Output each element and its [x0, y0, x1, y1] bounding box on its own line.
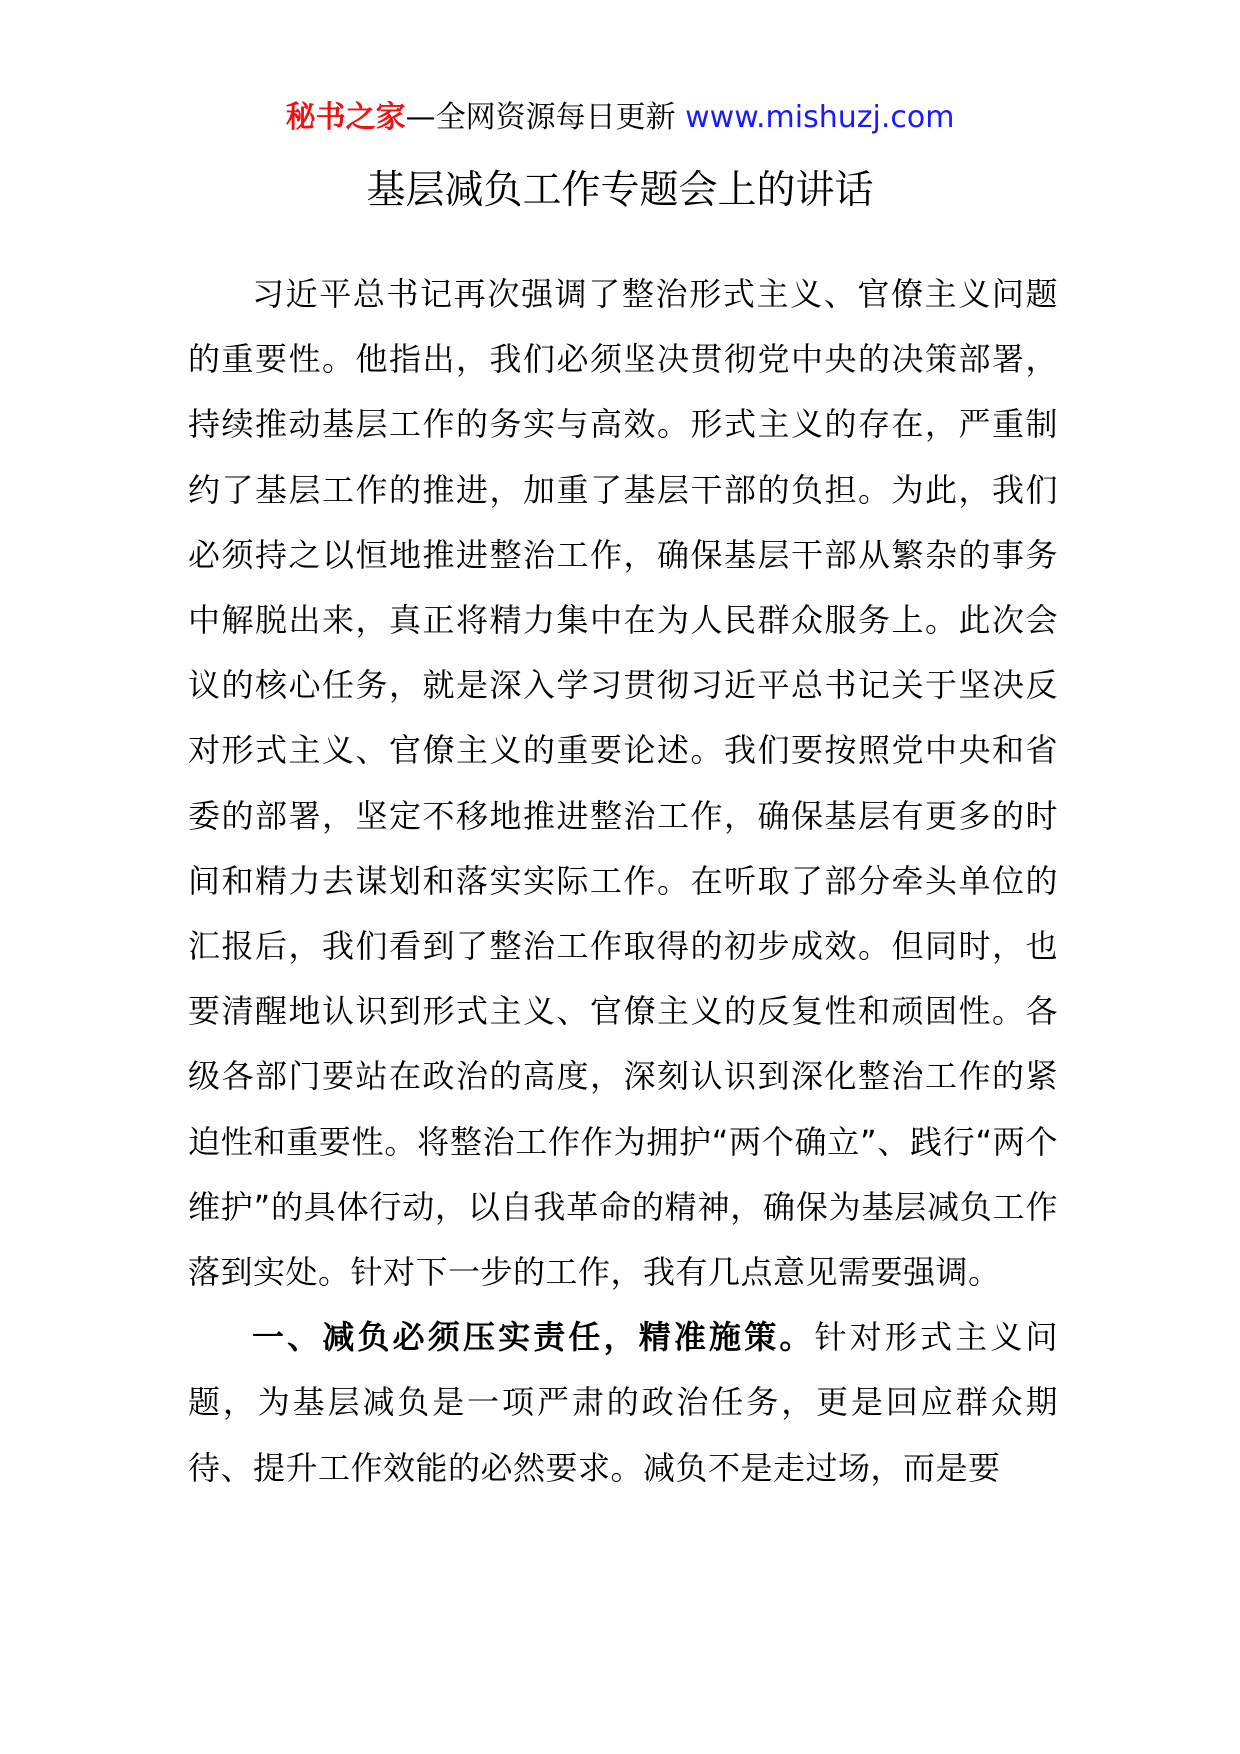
site-url-link[interactable]: www.mishuzj.com — [685, 100, 955, 135]
document-body — [188, 262, 1058, 1501]
site-header — [0, 96, 1240, 140]
header-slogan: —全网资源每日更新 — [405, 100, 686, 135]
section-heading: 一、减负必须压实责任，精准施策。 — [252, 1318, 815, 1357]
paragraph-intro: 习近平总书记再次强调了整治形式主义、官僚主义问题的重要性。他指出，我们必须坚决贯彻党中央的决策部署，持续推动基层工作的务实与高效。形式主义的存在，严重制约了基层工作的推进，加重了基层干部的负担。为此，我们必须持之以恒地推进整治工作，确保基层干部从繁杂的事务中解脱出来，真正将精力集中在为人民群众服务上。此次会议的核心任务，就是深入学习贯彻习近平总书记关于坚决反对形式主义、官僚主义的重要论述。我们要按照党中央和省委的部署，坚定不移地推进整治工作，确保基层有更多的时间和精力去谋划和落实实际工作。在听取了部分牵头单位的汇报后，我们看到了整治工作取得的初步成效。但同时，也要清醒地认识到形式主义、官僚主义的反复性和顽固性。各级各部门要站在政治的高度，深刻认识到深化整治工作的紧迫性和重要性。将整治工作作为拥护“两个确立”、践行“两个维护”的具体行动，以自我革命的精神，确保为基层减负工作落到实处。针对下一步的工作，我有几点意见需要强调。 — [188, 275, 1058, 1292]
section-text: 针对形式主义问题，为基层减负是一项严肃的政治任务，更是回应群众期待、提升工作效能的必然要求。减负不是走过场，而是要 — [188, 1318, 1058, 1487]
document-title: 基层减负工作专题会上的讲话 — [366, 168, 874, 213]
paragraph-section-one — [188, 1305, 1058, 1501]
brand-name: 秘书之家 — [285, 100, 406, 135]
